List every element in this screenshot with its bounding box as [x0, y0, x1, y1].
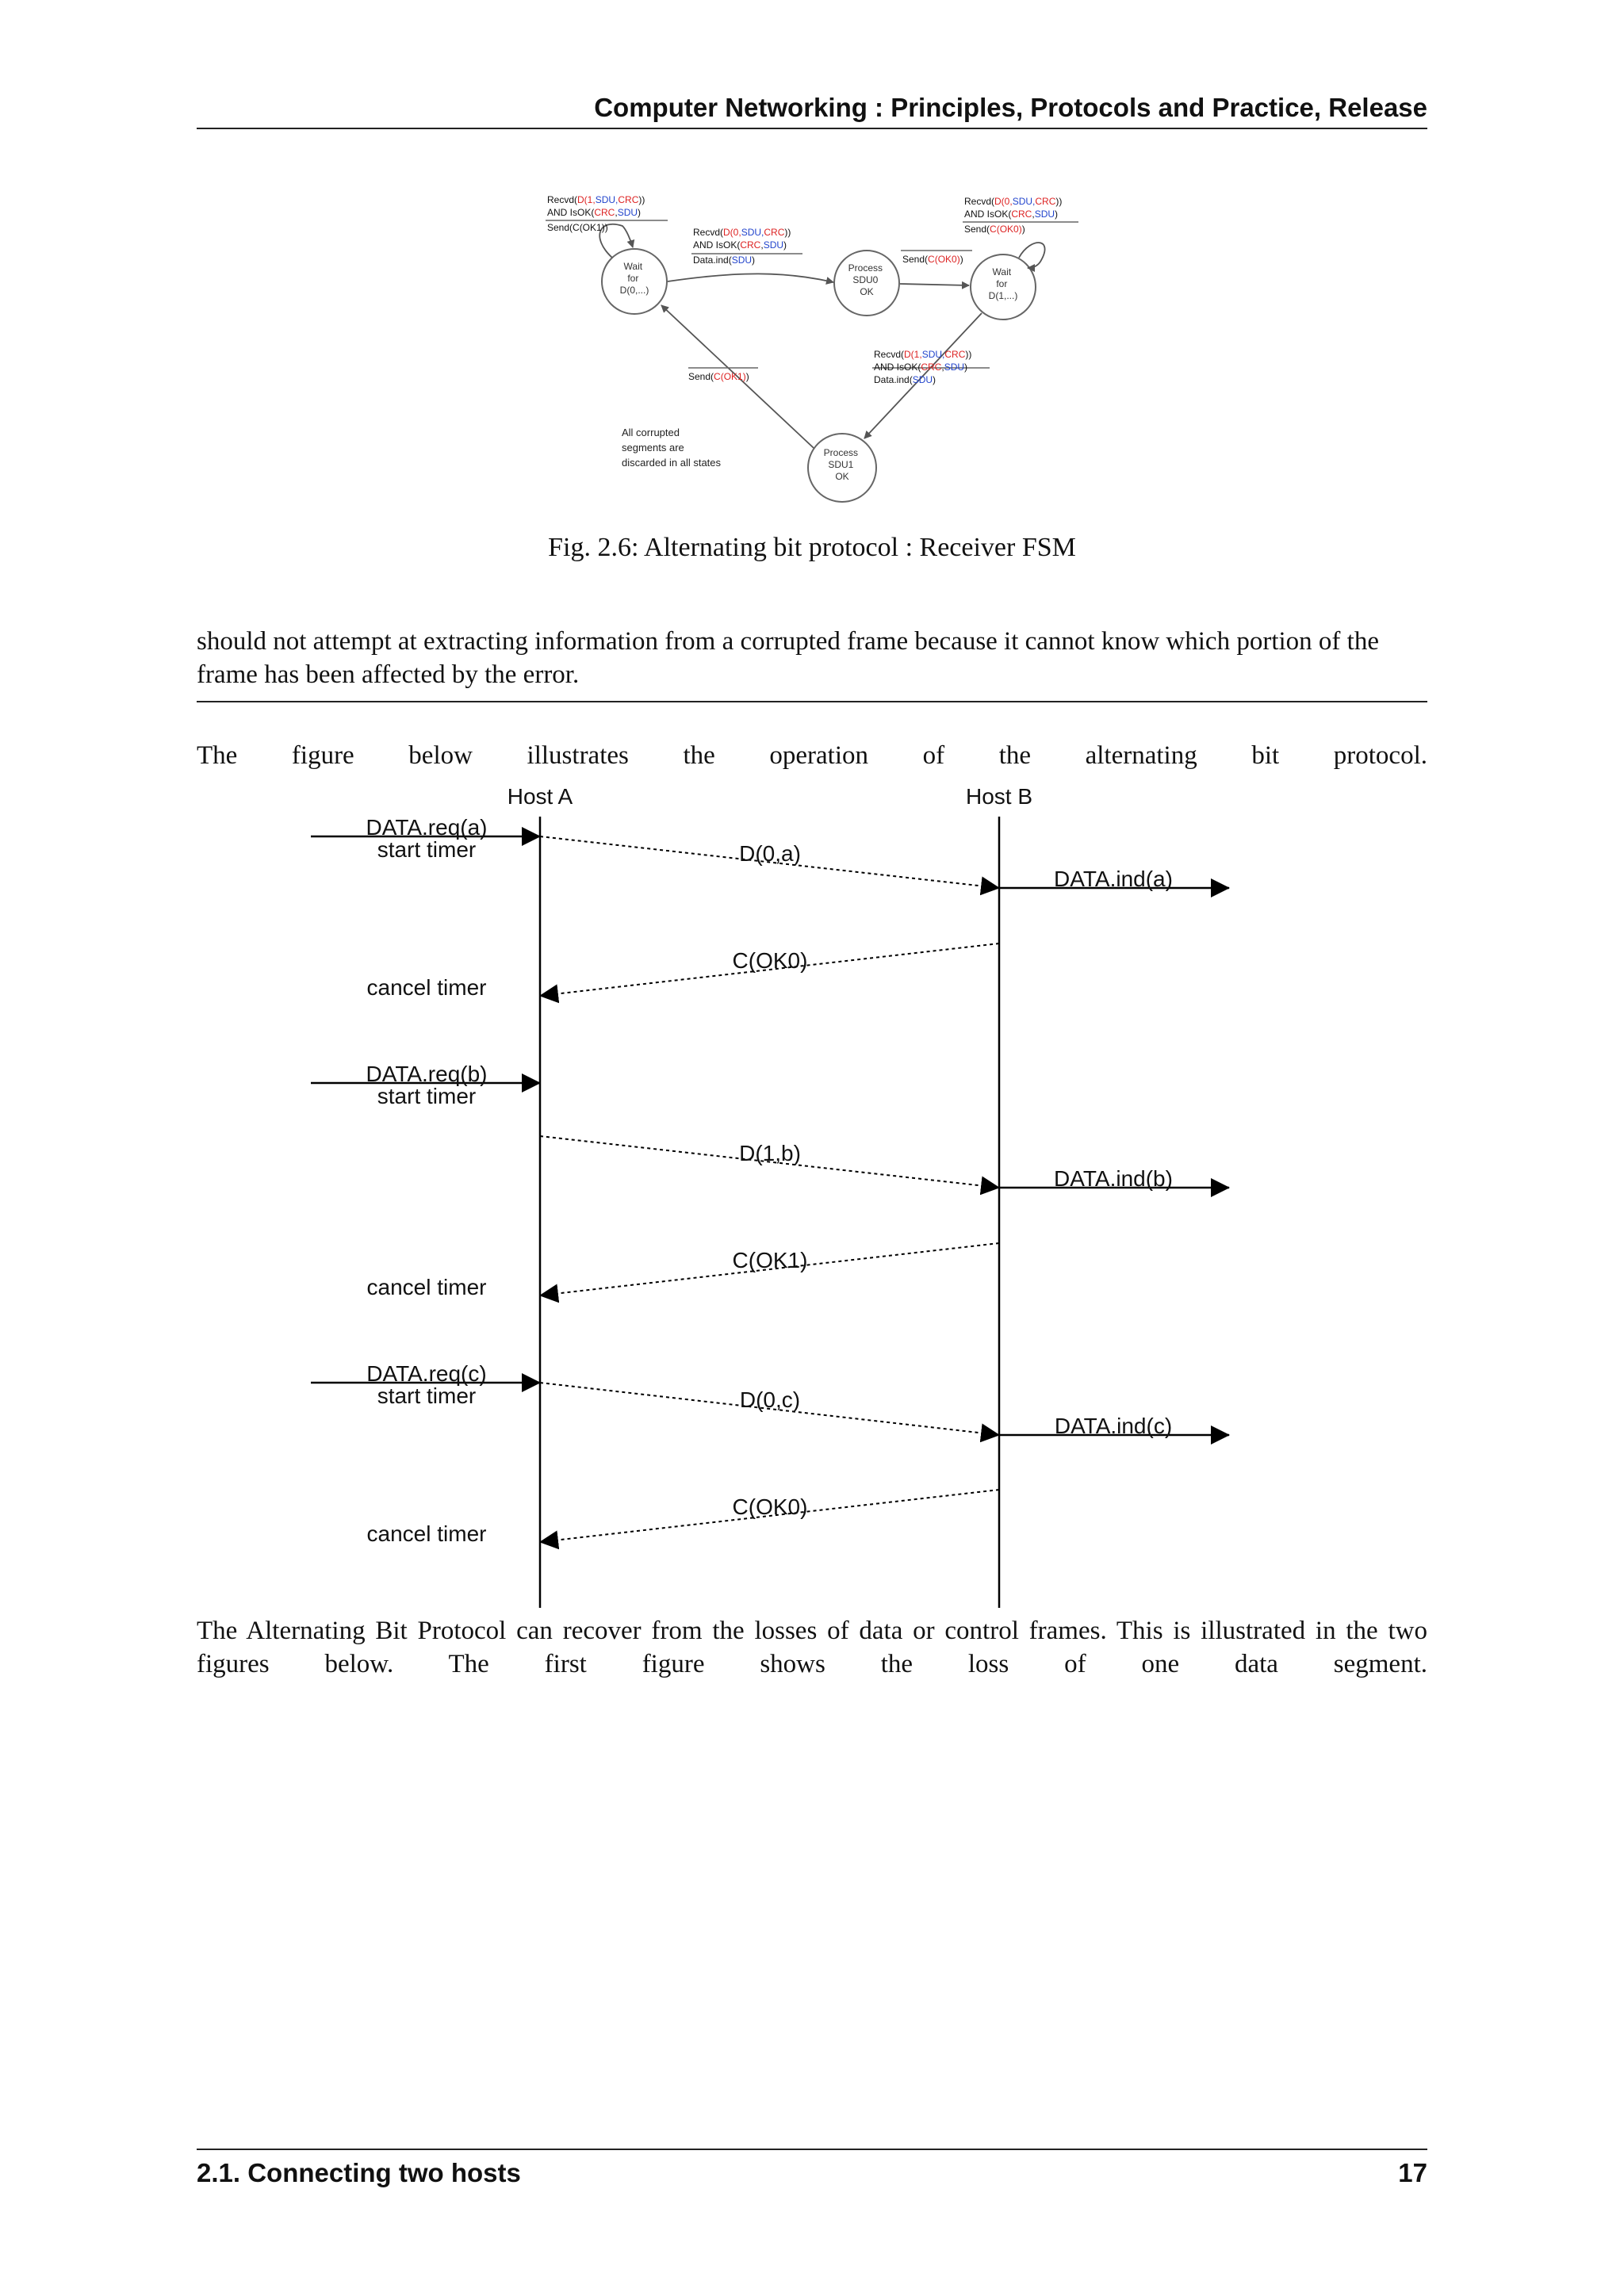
ack-ok0-1-label: C(OK0) [732, 948, 808, 973]
label-loop-right-3: Send(C(OK0)) [964, 224, 1025, 235]
start-timer-a: start timer [377, 837, 477, 862]
req-b-label: DATA.req(b) [366, 1062, 488, 1086]
host-b-label: Host B [965, 784, 1033, 809]
ind-c-label: DATA.ind(c) [1054, 1414, 1173, 1438]
label-top-mid-3: Data.ind(SDU) [693, 254, 756, 266]
paragraph-corrupted-frame: should not attempt at extracting information from a corrupted frame because it cannot know which portion of the frame has been affected by the error. [197, 627, 1379, 689]
start-timer-b: start timer [377, 1084, 477, 1108]
ind-b-label: DATA.ind(b) [1054, 1166, 1173, 1191]
ind-a-label: DATA.ind(a) [1054, 867, 1173, 891]
alternating-bit-sequence-diagram [0, 777, 1624, 1617]
label-loop-right-2: AND IsOK(CRC,SDU) [964, 209, 1059, 220]
fsm-note: All corrupted segments are discarded in all states [622, 427, 722, 469]
label-top-mid-1: Recvd(D(0,SDU,CRC)) [693, 227, 791, 238]
transition-process0-to-wait1 [900, 284, 969, 285]
running-header: Computer Networking : Principles, Protocols and Practice, Release [594, 93, 1427, 122]
running-footer [197, 2153, 1427, 2193]
label-top-mid-2: AND IsOK(CRC,SDU) [693, 239, 787, 251]
figure-caption: Fig. 2.6: Alternating bit protocol : Receiver FSM [548, 533, 1076, 562]
data-d0c-label: D(0,c) [739, 1387, 801, 1412]
label-send-ok1: Send(C(OK1)) [688, 371, 749, 382]
host-a-label: Host A [507, 784, 573, 809]
start-timer-c: start timer [377, 1383, 477, 1408]
paragraph-figure-intro: The figure below illustrates the operation of the alternating bit protocol. [197, 741, 1427, 770]
cancel-timer-2: cancel timer [366, 1275, 487, 1299]
state-wait-1-label: Wait for D(1,...) [988, 266, 1018, 301]
label-loop-left-3: Send(C(OK1)) [547, 222, 608, 233]
page-number: 17 [1398, 2158, 1427, 2187]
req-c-label: DATA.req(c) [366, 1361, 487, 1386]
cancel-timer-1: cancel timer [366, 975, 487, 1000]
transition-wait1-self-loop [1019, 243, 1045, 268]
label-loop-left-1: Recvd(D(1,SDU,CRC)) [547, 194, 645, 205]
paragraph-loss-recovery: The Alternating Bit Protocol can recover from the losses of data or control frames. This is illustrated in the two figures below. The first figure shows the loss of one data segment. [197, 1617, 1427, 1678]
ack-ok0-2-label: C(OK0) [732, 1494, 808, 1519]
footer-rule [197, 2149, 1427, 2150]
label-right-low-2: AND IsOK(CRC,SDU) [874, 362, 968, 373]
req-a-label: DATA.req(a) [366, 815, 488, 840]
label-right-low-3: Data.ind(SDU) [874, 374, 936, 385]
label-loop-right-1: Recvd(D(0,SDU,CRC)) [964, 196, 1063, 207]
state-process-sdu0-label: Process SDU0 OK [848, 262, 883, 297]
receiver-fsm-diagram [0, 0, 1624, 539]
label-loop-left-2: AND IsOK(CRC,SDU) [547, 207, 642, 218]
state-process-sdu1-label: Process SDU1 OK [823, 447, 859, 482]
cancel-timer-3: cancel timer [366, 1521, 487, 1546]
label-right-low-1: Recvd(D(1,SDU,CRC)) [874, 349, 972, 360]
state-wait-0-label: Wait for D(0,...) [619, 261, 649, 296]
ack-ok1-label: C(OK1) [732, 1248, 808, 1272]
transition-wait0-to-process0 [668, 274, 833, 282]
section-rule [197, 701, 1427, 702]
label-send-ok0: Send(C(OK0)) [902, 254, 963, 265]
footer-section: 2.1. Connecting two hosts [197, 2158, 521, 2187]
data-d0a-label: D(0,a) [739, 841, 801, 866]
data-d1b-label: D(1,b) [739, 1141, 801, 1165]
